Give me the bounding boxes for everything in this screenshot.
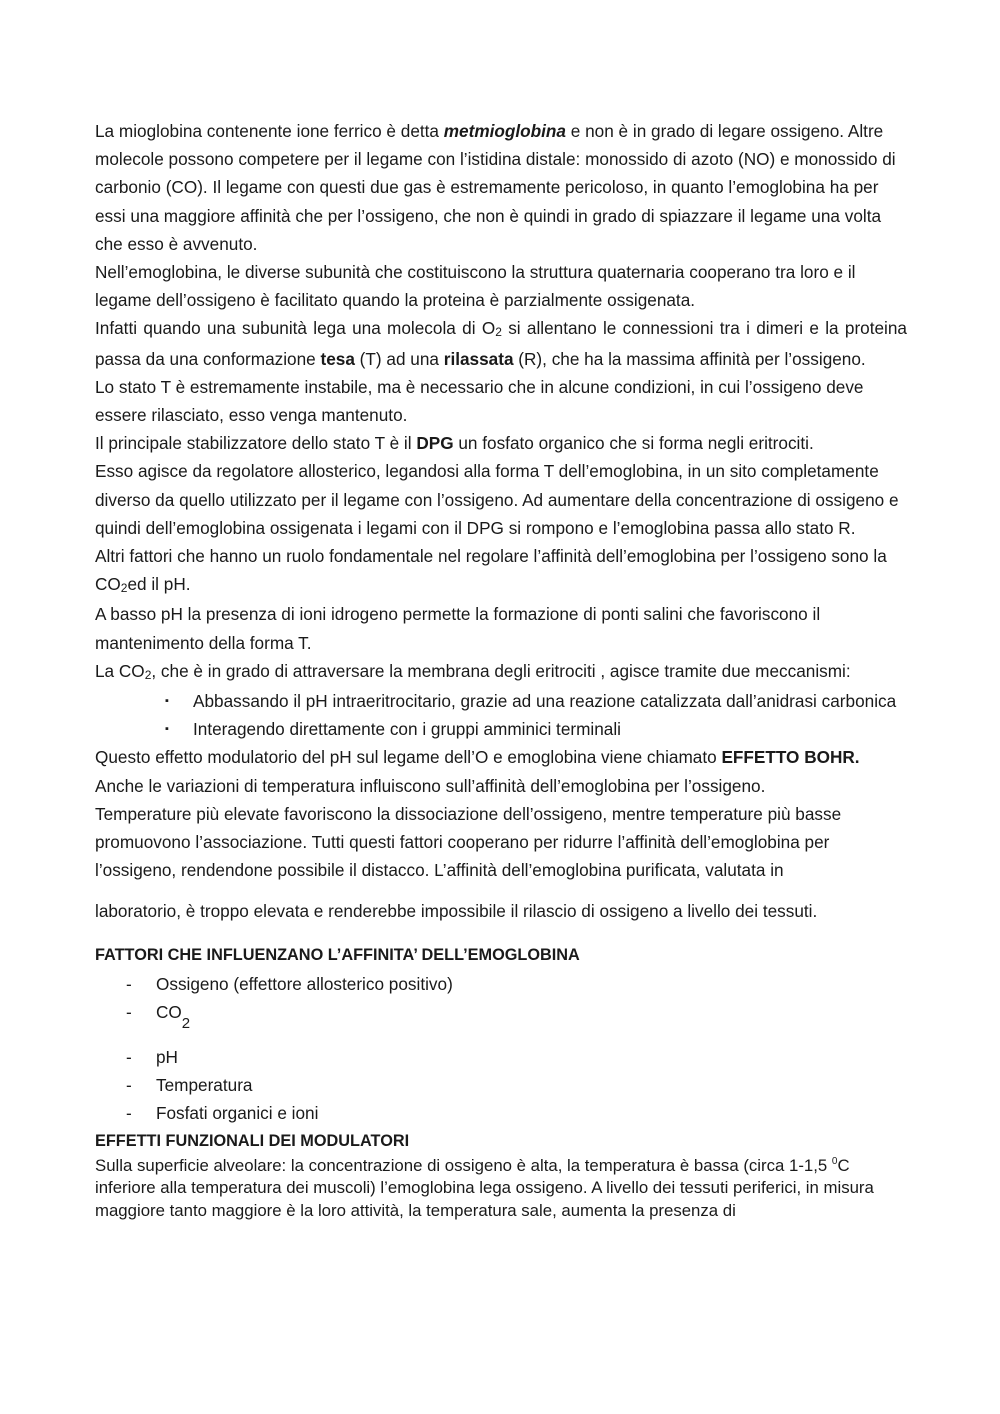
text-run: C inferiore alla temperatura dei muscoli) l’emoglobina lega ossigeno. A livello dei tessuti periferici, in misura maggiore tanto maggiore è la loro attività, la temperatura sale, aumenta la presenza di xyxy=(95,1155,874,1221)
bullet-icon: ▪ xyxy=(165,695,169,708)
list-item xyxy=(126,1099,907,1127)
subscript: 2 xyxy=(181,1014,191,1032)
superscript: 0 xyxy=(831,1155,838,1167)
text-run: un fosfato organico che si forma negli eritrociti. xyxy=(453,433,814,454)
section-heading-factors: FATTORI CHE INFLUENZANO L’AFFINITA’ DELL’EMOGLOBINA xyxy=(95,945,580,964)
list-item xyxy=(126,998,907,1043)
paragraph-cooperation: Nell’emoglobina, le diverse subunità che costituiscono la struttura quaternaria cooperano tra loro e il legame dell’ossigeno è facilitato quando la proteina è parzialmente ossigenata. xyxy=(95,262,856,311)
list-item xyxy=(165,687,907,715)
list-item-text: CO xyxy=(156,1001,182,1022)
list-item xyxy=(165,715,907,743)
subscript: 2 xyxy=(495,325,502,340)
paragraph-laboratorio: laboratorio, è troppo elevata e renderebbe impossibile il rilascio di ossigeno a livello dei tessuti. xyxy=(95,901,818,922)
list-item xyxy=(126,1043,907,1071)
bullet-icon: ▪ xyxy=(165,723,169,736)
spacer xyxy=(95,926,907,940)
text-run: Il principale stabilizzatore dello stato T è il xyxy=(95,433,417,454)
factors-list xyxy=(95,970,907,1127)
paragraph-state-t: Lo stato T è estremamente instabile, ma è necessario che in alcune condizioni, in cui l’ossigeno deve essere rilasciato, esso venga mantenuto. xyxy=(95,376,864,426)
text-run: Questo effetto modulatorio del pH sul legame dell’O e emoglobina viene chiamato xyxy=(95,747,722,768)
list-item-text: pH xyxy=(156,1046,178,1067)
list-item-text: Abbassando il pH intraeritrocitario, grazie ad una reazione catalizzata dall’anidrasi carbonica xyxy=(193,691,897,712)
paragraph-other-factors xyxy=(95,542,907,600)
paragraph-temperature-effects: Temperature più elevate favoriscono la dissociazione dell’ossigeno, mentre temperature più basse promuovono l’associazione. Tutti questi fattori cooperano per ridurre l’affinità dell’emoglobina per l’ossigeno, rendendone possibile il distacco. L’affinità dell’emoglobina purificata, valutata in xyxy=(95,803,842,881)
list-item xyxy=(126,1071,907,1099)
paragraph-temperature: Anche le variazioni di temperatura influiscono sull’affinità dell’emoglobina per l’ossigeno. xyxy=(95,775,766,796)
term-effetto-bohr: EFFETTO BOHR. xyxy=(721,747,860,768)
text-run: La CO xyxy=(95,660,145,681)
text-run: e non è in grado di legare ossigeno. Altre molecole possono competere per il legame con l’istidina distale: monossido di azoto (NO) e monossido di carbonio (CO). Il legame con questi due gas è estremamente pericoloso, in quanto l’emoglobina ha per essi una maggiore affinità che per l’ossigeno, che non è quindi in grado di spiazzare il legame una volta che esso è avvenuto. xyxy=(95,121,896,254)
text-run: , che è in grado di attraversare la membrana degli eritrociti , agisce tramite due meccanismi: xyxy=(151,660,851,681)
term-dpg: DPG xyxy=(416,433,454,454)
text-run: si allentano le connessioni tra i dimeri e la proteina passa da una conformazione xyxy=(95,318,907,369)
paragraph-metmioglobina xyxy=(95,117,907,258)
dash-icon: - xyxy=(126,1102,132,1123)
paragraph-allosteric: Esso agisce da regolatore allosterico, legandosi alla forma T dell’emoglobina, in un sito completamente diverso da quello utilizzato per il legame con l’ossigeno. Ad aumentare della concentrazione di ossigeno e quindi dell’emoglobina ossigenata i legami con il DPG si rompono e l’emoglobina passa allo stato R. xyxy=(95,461,899,538)
list-item-text: Ossigeno (effettore allosterico positivo) xyxy=(156,973,453,994)
list-item-text: Interagendo direttamente con i gruppi amminici terminali xyxy=(193,719,621,740)
term-metmioglobina: metmioglobina xyxy=(443,121,566,141)
list-item-text: Fosfati organici e ioni xyxy=(156,1102,319,1123)
dash-icon: - xyxy=(126,1046,132,1067)
dash-icon: - xyxy=(126,973,132,994)
paragraph-co2 xyxy=(95,657,907,687)
subscript: 2 xyxy=(120,581,128,596)
text-run: (R), che ha la massima affinità per l’ossigeno. xyxy=(513,348,866,369)
paragraph-bohr xyxy=(95,743,907,771)
term-tesa: tesa xyxy=(320,348,355,369)
list-item xyxy=(126,970,907,998)
dash-icon: - xyxy=(126,1074,132,1095)
dash-icon: - xyxy=(126,1001,132,1022)
term-rilassata: rilassata xyxy=(443,348,514,369)
subscript: 2 xyxy=(144,667,152,682)
text-run: ed il pH. xyxy=(127,574,191,595)
text-run: Altri fattori che hanno un ruolo fondamentale nel regolare l’affinità dell’emoglobina per l’ossigeno sono la CO xyxy=(95,546,887,595)
paragraph-dpg xyxy=(95,429,907,457)
text-run: Sulla superficie alveolare: la concentrazione di ossigeno è alta, la temperatura è bassa (circa 1-1,5 xyxy=(95,1155,832,1175)
document-page xyxy=(95,117,907,1223)
paragraph-conformation xyxy=(95,314,907,372)
paragraph-low-ph: A basso pH la presenza di ioni idrogeno permette la formazione di ponti salini che favoriscono il mantenimento della forma T. xyxy=(95,604,821,653)
list-item-text: Temperatura xyxy=(156,1074,253,1095)
text-run: La mioglobina contenente ione ferrico è detta xyxy=(95,121,444,141)
section-heading-modulators: EFFETTI FUNZIONALI DEI MODULATORI xyxy=(95,1131,410,1150)
text-run: Infatti quando una subunità lega una molecola di O xyxy=(95,318,496,339)
paragraph-alveolar xyxy=(95,1155,907,1223)
text-run: (T) ad una xyxy=(354,348,444,369)
mechanism-list xyxy=(95,687,907,743)
